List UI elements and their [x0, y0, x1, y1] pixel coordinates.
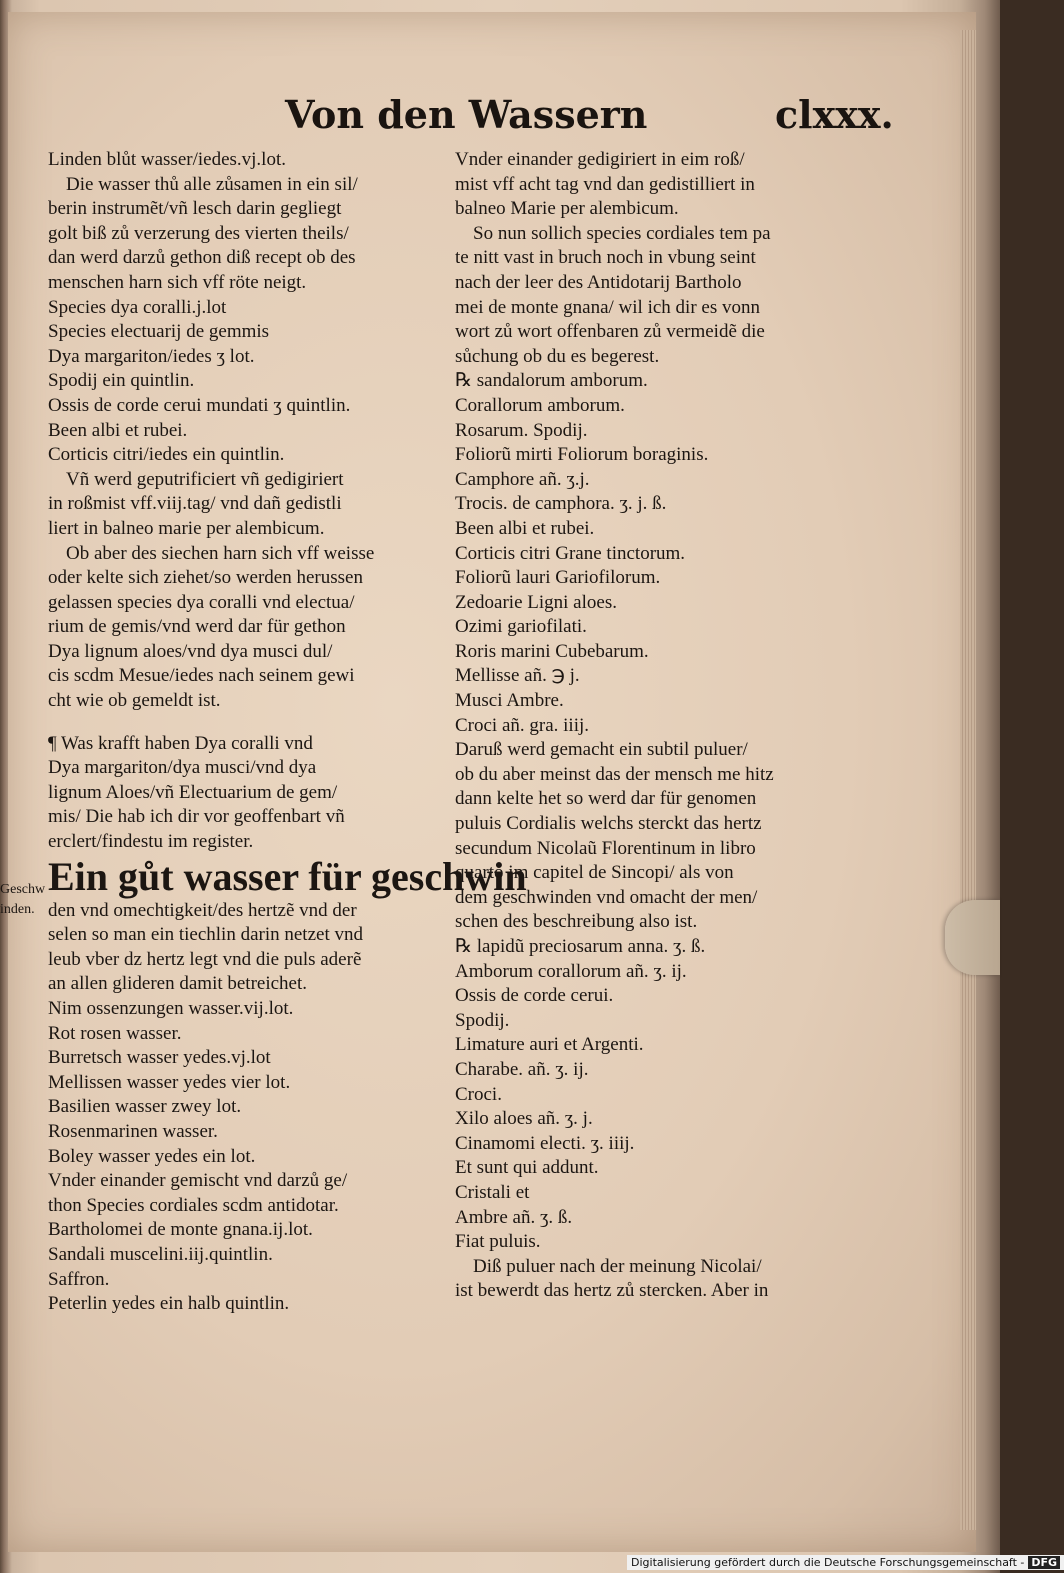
text-line: cht wie ob gemeldt ist.	[48, 690, 221, 712]
right-column	[455, 148, 855, 1304]
text-line: puluis Cordialis welchs sterckt das hertz	[455, 813, 762, 835]
text-line: mei de monte gnana/ wil ich dir es vonn	[455, 296, 760, 318]
text-line: Camphore añ. ʒ.j.	[455, 468, 590, 490]
footer-credit	[627, 1555, 1064, 1570]
dfg-logo: DFG	[1028, 1556, 1060, 1569]
text-line: Vnder einander gedigiriert in eim roß/	[455, 149, 745, 170]
text-line: liert in balneo marie per alembicum.	[48, 517, 325, 539]
text-line: Been albi et rubei.	[455, 517, 595, 539]
text-line: Roris marini Cubebarum.	[455, 640, 649, 662]
text-line: Been albi et rubei.	[48, 419, 188, 441]
text-line: Basilien wasser zwey lot.	[48, 1096, 242, 1118]
text-line: Bartholomei de monte gnana.ij.lot.	[48, 1219, 313, 1241]
text-line: Diß puluer nach der meinung Nicolai/	[473, 1255, 762, 1277]
text-line: nach der leer des Antidotarij Bartholo	[455, 271, 742, 293]
text-line: Croci añ. gra. iiij.	[455, 714, 590, 736]
text-line: secundum Nicolaũ Florentinum in libro	[455, 837, 756, 859]
text-line: Corticis citri/iedes ein quintlin.	[48, 444, 285, 466]
text-line: Corticis citri Grane tinctorum.	[455, 542, 686, 564]
text-line: Mellisse añ. ℈ j.	[455, 665, 580, 687]
text-line: Zedoarie Ligni aloes.	[455, 591, 617, 613]
text-line: Spodij.	[455, 1009, 510, 1031]
text-line: Linden blůt wasser/iedes.vj.lot.	[48, 149, 286, 170]
text-line: Foliorũ lauri Gariofilorum.	[455, 567, 661, 589]
text-line: Rosarum. Spodij.	[455, 419, 588, 441]
text-line: Xilo aloes añ. ʒ. j.	[455, 1108, 593, 1130]
text-line: Trocis. de camphora. ʒ. j. ß.	[455, 493, 667, 515]
text-line: Fiat puluis.	[455, 1231, 541, 1253]
text-line: Die wasser thů alle zůsamen in ein sil/	[66, 173, 358, 195]
text-line: Species dya coralli.j.lot	[48, 296, 227, 318]
text-line: Amborum corallorum añ. ʒ. ij.	[455, 960, 687, 982]
margin-note: Geschw inden.	[0, 882, 46, 917]
text-line: quarto im capitel de Sincopi/ als von	[455, 862, 734, 884]
bookmark-tab	[945, 900, 1000, 975]
text-line: in roßmist vff.viij.tag/ vnd dañ gedistli	[48, 493, 342, 515]
text-line: Rosenmarinen wasser.	[48, 1120, 218, 1142]
text-line: Vñ werd geputrificiert vñ gedigiriert	[66, 468, 344, 490]
text-line: dem geschwinden vnd omacht der men/	[455, 886, 758, 908]
text-line: leub vber dz hertz legt vnd die puls aderẽ	[48, 948, 362, 970]
text-line: ℞ sandalorum amborum.	[455, 370, 648, 392]
text-line: Limature auri et Argenti.	[455, 1034, 644, 1056]
text-line: Musci Ambre.	[455, 690, 564, 712]
text-line: erclert/findestu im register.	[48, 831, 254, 853]
text-line: ℞ lapidũ preciosarum anna. ʒ. ß.	[455, 936, 706, 957]
text-line: Charabe. añ. ʒ. ij.	[455, 1058, 589, 1080]
text-line: mis/ Die hab ich dir vor geoffenbart vñ	[48, 806, 345, 828]
footer-text: Digitalisierung gefördert durch die Deutsche Forschungsgemeinschaft -	[631, 1556, 1025, 1569]
text-line: selen so man ein tiechlin darin netzet vnd	[48, 924, 363, 946]
text-line: Burretsch wasser yedes.vj.lot	[48, 1047, 271, 1069]
text-line: Mellissen wasser yedes vier lot.	[48, 1071, 291, 1093]
text-line: rium de gemis/vnd werd dar für gethon	[48, 616, 346, 638]
text-line: ist bewerdt das hertz zů stercken. Aber in	[455, 1280, 769, 1302]
text-line: Cinamomi electi. ʒ. iiij.	[455, 1132, 635, 1154]
text-line: thon Species cordiales scdm antidotar.	[48, 1194, 339, 1216]
text-line: Rot rosen wasser.	[48, 1022, 182, 1044]
text-line: Corallorum amborum.	[455, 394, 625, 416]
text-line: Peterlin yedes ein halb quintlin.	[48, 1293, 290, 1315]
text-line: Ob aber des siechen harn sich vff weisse	[66, 542, 375, 564]
text-line: Ossis de corde cerui mundati ʒ quintlin.	[48, 394, 351, 416]
text-line: den vnd omechtigkeit/des hertzẽ vnd der	[48, 899, 357, 921]
text-line: Dya margariton/dya musci/vnd dya	[48, 757, 317, 779]
text-line: te nitt vast in bruch noch in vbung seint	[455, 247, 756, 269]
text-line: golt biß zů verzerung des vierten theils/	[48, 222, 349, 244]
text-line: Ossis de corde cerui.	[455, 985, 614, 1007]
text-line: Sandali muscelini.iij.quintlin.	[48, 1243, 273, 1265]
text-line: gelassen species dya coralli vnd electua/	[48, 591, 355, 613]
running-head: Von den Wassern	[285, 92, 648, 137]
text-line: dan werd darzů gethon diß recept ob des	[48, 247, 356, 269]
text-line: Daruß werd gemacht ein subtil puluer/	[455, 739, 748, 761]
text-line: sůchung ob du es begerest.	[455, 345, 660, 367]
text-line: lignum Aloes/vñ Electuarium de gem/	[48, 781, 338, 803]
text-line	[48, 714, 448, 732]
page-edges	[960, 30, 976, 1530]
text-line: ob du aber meinst das der mensch me hitz	[455, 763, 774, 785]
text-line: ¶ Was krafft haben Dya coralli vnd	[48, 732, 313, 754]
text-line: berin instrumẽt/vñ lesch darin gegliegt	[48, 198, 342, 220]
text-line: Dya lignum aloes/vnd dya musci dul/	[48, 640, 333, 662]
text-line: Foliorũ mirti Foliorum boraginis.	[455, 444, 709, 466]
text-line: menschen harn sich vff röte neigt.	[48, 271, 307, 293]
text-line: Boley wasser yedes ein lot.	[48, 1145, 256, 1167]
text-line: oder kelte sich ziehet/so werden herussen	[48, 567, 363, 589]
text-line: mist vff acht tag vnd dan gedistilliert in	[455, 173, 755, 195]
text-line: an allen glideren damit betreichet.	[48, 973, 308, 995]
text-line: Et sunt qui addunt.	[455, 1157, 599, 1179]
text-line: dann kelte het so werd dar für genomen	[455, 788, 757, 810]
folio-number: clxxx.	[775, 92, 894, 137]
text-line: cis scdm Mesue/iedes nach seinem gewi	[48, 665, 355, 687]
text-line: So nun sollich species cordiales tem pa	[473, 222, 771, 244]
text-line: wort zů wort offenbaren zů vermeidẽ die	[455, 321, 765, 343]
text-line: Croci.	[455, 1083, 502, 1105]
text-line: Ambre añ. ʒ. ß.	[455, 1206, 573, 1228]
text-line: schen des beschreibung also ist.	[455, 911, 698, 933]
text-line: Ein gůt wasser für geschwin	[48, 853, 527, 899]
text-line: Saffron.	[48, 1268, 110, 1290]
text-line: Nim ossenzungen wasser.vij.lot.	[48, 998, 294, 1019]
text-line: Ozimi gariofilati.	[455, 616, 587, 638]
text-line: Spodij ein quintlin.	[48, 370, 195, 392]
text-line: Cristali et	[455, 1181, 530, 1203]
text-line: balneo Marie per alembicum.	[455, 198, 679, 220]
text-line: Vnder einander gemischt vnd darzů ge/	[48, 1170, 348, 1192]
text-line: Species electuarij de gemmis	[48, 321, 270, 343]
text-line: Dya margariton/iedes ʒ lot.	[48, 345, 255, 367]
